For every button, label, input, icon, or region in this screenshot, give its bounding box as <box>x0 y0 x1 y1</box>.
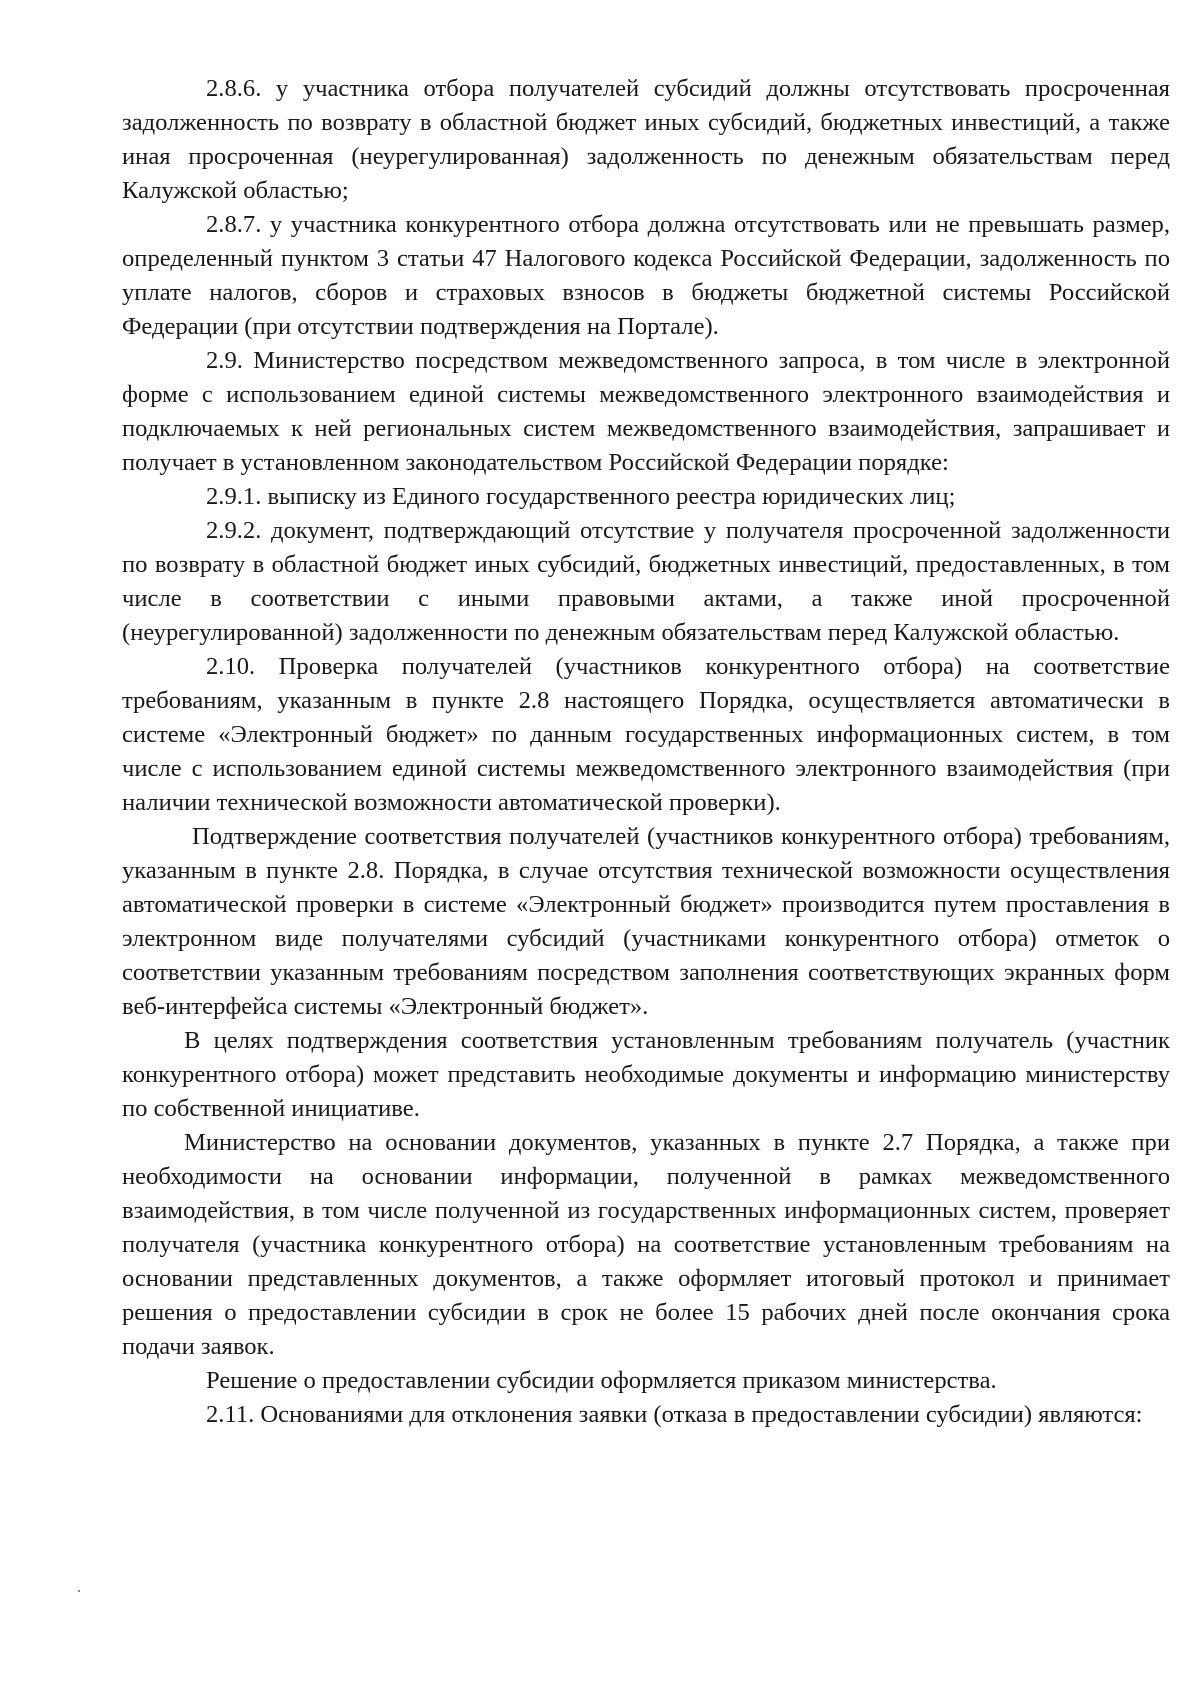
paragraph-2-9-2: 2.9.2. документ, подтверждающий отсутствие у получателя просроченной задолженности по возврату в областной бюджет иных субсидий, бюджетных инвестиций, предоставленных, в том числе в соответствии с иными правовыми актами, а также иной просроченной (неурегулированной) задолженности по денежным обязательствам перед Калужской областью. <box>122 517 1170 646</box>
paragraph-2-9-1: 2.9.1. выписку из Единого государственного реестра юридических лиц; <box>206 483 956 510</box>
paragraph-2-8-6: 2.8.6. у участника отбора получателей субсидий должны отсутствовать просроченная задолженность по возврату в областной бюджет иных субсидий, бюджетных инвестиций, а также иная просроченная (неурегулированная) задолженность по денежным обязательствам перед Калужской областью; <box>122 75 1170 204</box>
paragraph-2-8-7: 2.8.7. у участника конкурентного отбора должна отсутствовать или не превышать размер, определенный пунктом 3 статьи 47 Налогового кодекса Российской Федерации, задолженность по уплате налогов, сборов и страховых взносов в бюджеты бюджетной системы Российской Федерации (при отсутствии подтверждения на Портале). <box>122 211 1170 340</box>
scan-speck <box>78 1590 80 1592</box>
paragraph-ministry-check: Министерство на основании документов, указанных в пункте 2.7 Порядка, а также при необходимости на основании информации, полученной в рамках межведомственного взаимодействия, в том числе полученной из государственных информационных систем, проверяет получателя (участника конкурентного отбора) на соответствие установленным требованиям на основании представленных документов, а также оформляет итоговый протокол и принимает решения о предоставлении субсидии в срок не более 15 рабочих дней после окончания срока подачи заявок. <box>122 1129 1170 1360</box>
paragraph-2-11: 2.11. Основаниями для отклонения заявки (отказа в предоставлении субсидии) являются: <box>206 1401 1143 1428</box>
paragraph-decision: Решение о предоставлении субсидии оформляется приказом министерства. <box>206 1367 997 1394</box>
paragraph-2-9: 2.9. Министерство посредством межведомственного запроса, в том числе в электронной форме с использованием единой системы межведомственного электронного взаимодействия и подключаемых к ней региональных систем межведомственного взаимодействия, запрашивает и получает в установленном законодательством Российской Федерации порядке: <box>122 347 1170 476</box>
paragraph-confirmation: Подтверждение соответствия получателей (участников конкурентного отбора) требованиям, указанным в пункте 2.8. Порядка, в случае отсутствия технической возможности осуществления автоматической проверки в системе «Электронный бюджет» производится путем проставления в электронном виде получателями субсидий (участниками конкурентного отбора) отметок о соответствии указанным требованиям посредством заполнения соответствующих экранных форм веб-интерфейса системы «Электронный бюджет». <box>122 823 1170 1020</box>
document-page <box>122 72 1170 1432</box>
paragraph-2-10: 2.10. Проверка получателей (участников конкурентного отбора) на соответствие требованиям, указанным в пункте 2.8 настоящего Порядка, осуществляется автоматически в системе «Электронный бюджет» по данным государственных информационных систем, в том числе с использованием единой системы межведомственного электронного взаимодействия (при наличии технической возможности автоматической проверки). <box>122 653 1170 816</box>
paragraph-own-initiative: В целях подтверждения соответствия установленным требованиям получатель (участник конкурентного отбора) может представить необходимые документы и информацию министерству по собственной инициативе. <box>122 1027 1170 1122</box>
